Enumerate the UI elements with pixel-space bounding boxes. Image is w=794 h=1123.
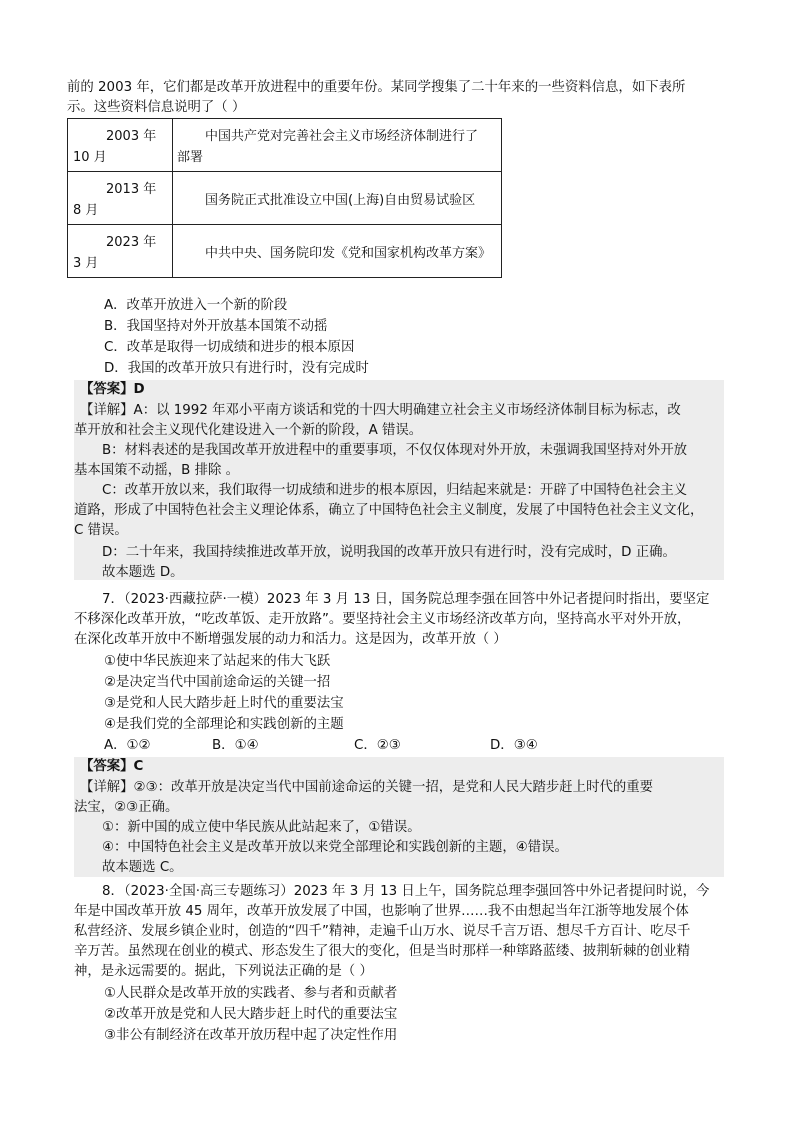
desc-text: 中国共产党对完善社会主义市场经济体制进行了 [205,129,479,144]
q6-option-b: B．我国坚持对外开放基本国策不动摇 [104,319,328,334]
q8-stem-line: 年是中国改革开放 45 周年，改革开放发展了中国，也影响了世界……我不由想起当年江浙等地发展个体 [74,904,689,919]
table-row [68,225,502,278]
month-text: 8 月 [73,203,99,218]
q7-detail-line: ④：中国特色社会主义是改革开放以来党全部理论和实践创新的主题，④错误。 [102,840,568,855]
q6-detail-line: 【详解】A：以 1992 年邓小平南方谈话和党的十四大明确建立社会主义市场经济体制目标为标志，改 [80,403,681,418]
desc-text-cont: 部署 [177,150,204,165]
q7-item: ②是决定当代中国前途命运的关键一招 [104,675,331,690]
q8-stem-line: 神，是永远需要的。据此，下列说法正确的是（ ） [74,964,373,979]
q8-item: ③非公有制经济在改革开放历程中起了决定性作用 [104,1028,398,1043]
q6-detail-line: 道路，形成了中国特色社会主义理论体系，确立了中国特色社会主义制度，发展了中国特色社会主义文化， [74,503,704,518]
q8-item: ①人民群众是改革开放的实践者、参与者和贡献者 [104,986,398,1001]
month-text: 10 月 [73,150,107,165]
desc-cell [173,172,502,225]
q7-item: ④是我们党的全部理论和实践创新的主题 [104,717,344,732]
q7-detail-line: 【详解】②③：改革开放是决定当代中国前途命运的关键一招，是党和人民大踏步赶上时代的重要 [80,780,654,795]
q6-option-c: C．改革是取得一切成绩和进步的根本原因 [104,340,355,355]
table-row [68,172,502,225]
q8-stem-line: 私营经济、发展乡镇企业时，创造的“四千”精神，走遍千山万水、说尽千言万语、想尽千方百计、吃尽千 [74,924,691,939]
q7-detail-line: 法宝，②③正确。 [74,800,179,815]
q8-item: ②改革开放是党和人民大踏步赶上时代的重要法宝 [104,1007,398,1022]
q7-choice-b: B．①④ [212,738,259,753]
q6-option-d: D．我国的改革开放只有进行时，没有完成时 [104,361,369,376]
month-text: 3 月 [73,256,99,271]
q7-answer-bg [74,757,724,777]
intro-line-1: 前的 2003 年，它们都是改革开放进程中的重要年份。某同学搜集了二十年来的一些资料信息，如下表所 [67,80,686,95]
q6-detail-line: C：改革开放以来，我们取得一切成绩和进步的根本原因，归结起来就是：开辟了中国特色社会主义 [102,483,688,498]
q7-stem-line: 7．（2023·西藏拉萨·一模）2023 年 3 月 13 日，国务院总理李强在回答中外记者提问时指出，要坚定 [102,592,710,607]
q7-item: ③是党和人民大踏步赶上时代的重要法宝 [104,696,344,711]
date-cell [68,172,173,225]
year-text: 2023 年 [106,235,157,250]
q8-stem-line: 辛万苦。虽然现在创业的模式、形态发生了很大的变化，但是当时那样一种筚路蓝缕、披荆斩棘的创业精 [74,944,690,959]
q7-stem-line: 不移深化改革开放，“吃改革饭、走开放路”。要坚持社会主义市场经济改革方向，坚持高水平对外开放， [74,612,691,627]
intro-line-2: 示。这些资料信息说明了（ ） [67,100,246,115]
date-cell [68,225,173,278]
q6-option-a: A．改革开放进入一个新的阶段 [104,298,288,313]
q7-item: ①使中华民族迎来了站起来的伟大飞跃 [104,654,331,669]
q6-detail-line: D：二十年来，我国持续推进改革开放，说明我国的改革开放只有进行时，没有完成时，D 正确。 [102,545,676,560]
q6-detail-line: 基本国策不动摇，B 排除 。 [74,463,239,478]
q6-detail-line: 故本题选 D。 [102,565,184,580]
q7-answer: 【答案】C [80,759,144,774]
q7-choice-a: A．①② [104,738,151,753]
q6-answer-bg [74,380,724,400]
q7-stem-line: 在深化改革开放中不断增强发展的动力和活力。这是因为，改革开放（ ） [74,632,507,647]
desc-cell [173,225,502,278]
date-cell [68,119,173,172]
q8-stem-line: 8．（2023·全国·高三专题练习）2023 年 3 月 13 日上午，国务院总理李强回答中外记者提问时说，今 [102,884,710,899]
q6-detail-line: C 错误。 [74,523,128,538]
info-table [67,118,502,278]
desc-cell [173,119,502,172]
q7-detail-line: 故本题选 C。 [102,860,183,875]
table-row [68,119,502,172]
desc-text: 国务院正式批准设立中国(上海)自由贸易试验区 [205,193,476,208]
q6-detail-line: B：材料表述的是我国改革开放进程中的重要事项，不仅仅体现对外开放，未强调我国坚持对外开放 [102,443,687,458]
q6-detail-line: 革开放和社会主义现代化建设进入一个新的阶段，A 错误。 [74,423,423,438]
q7-choice-c: C．②③ [354,738,401,753]
desc-text: 中共中央、国务院印发《党和国家机构改革方案》 [205,246,492,261]
q7-detail-line: ①：新中国的成立使中华民族从此站起来了，①错误。 [102,820,421,835]
year-text: 2013 年 [106,182,157,197]
q6-answer: 【答案】D [80,382,145,397]
q7-choice-d: D．③④ [490,738,538,753]
year-text: 2003 年 [106,129,157,144]
